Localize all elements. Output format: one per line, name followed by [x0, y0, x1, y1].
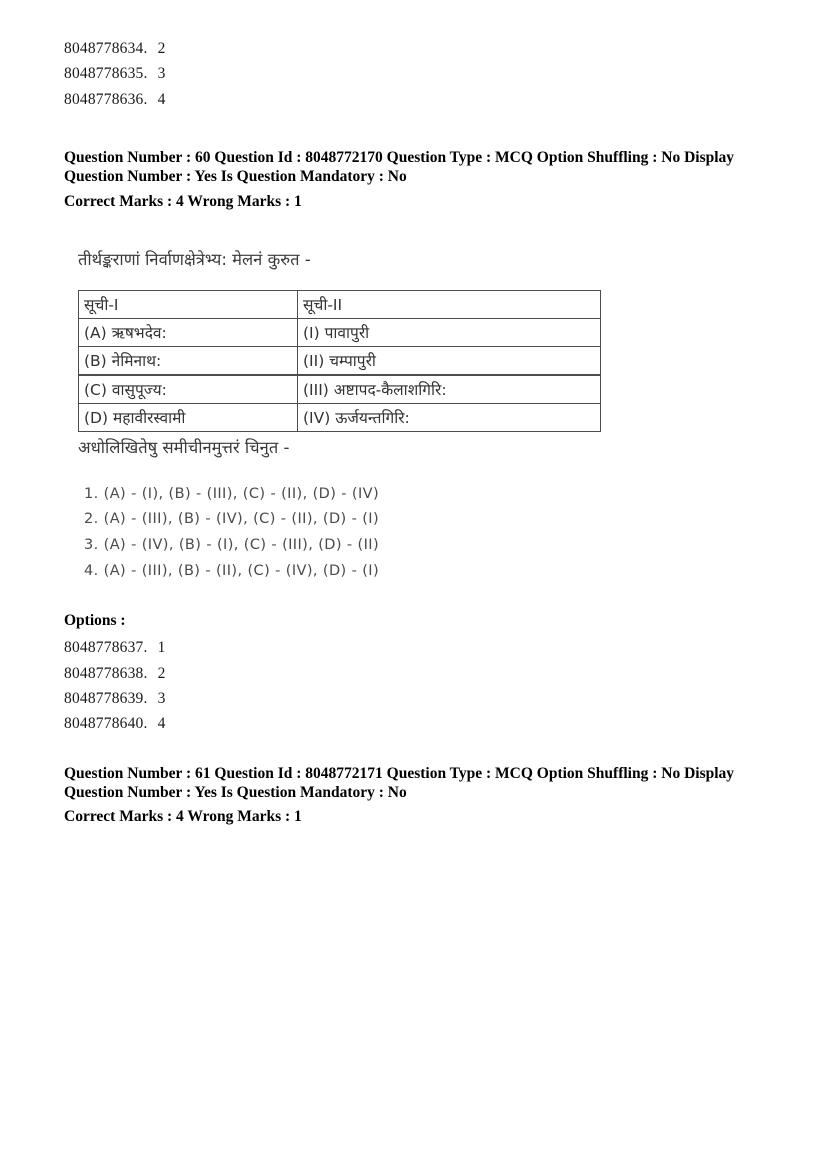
table-cell: (A) ऋषभदेव:: [79, 318, 298, 346]
question-61-marks-line: Correct Marks : 4 Wrong Marks : 1: [64, 808, 302, 826]
question-61-meta-line: Question Number : 61 Question Id : 8048772171 Question Type : MCQ Option Shuffling : No Display Question Number : Yes Is Question Mandatory : No: [64, 764, 735, 802]
question-60-option-ids: [64, 635, 766, 737]
table-cell: (B) नेमिनाथ:: [79, 346, 298, 375]
question-60-marks-line: Correct Marks : 4 Wrong Marks : 1: [64, 192, 302, 210]
option-id: 8048778637.: [64, 639, 148, 657]
table-header-row: [79, 290, 601, 318]
table-row: [79, 346, 601, 375]
option-id-line: [64, 87, 766, 112]
question-60-choices: [84, 482, 766, 584]
table-row: [79, 403, 601, 431]
option-id: 8048778634.: [64, 40, 148, 57]
option-value: 3: [157, 690, 166, 708]
table-header-cell-list2: सूची-II: [298, 290, 601, 318]
option-id: 8048778640.: [64, 715, 148, 733]
option-value: 2: [157, 40, 166, 57]
option-value: 4: [157, 715, 166, 733]
table-cell: (IV) ऊर्जयन्तगिरि:: [298, 403, 601, 431]
table-row: [79, 318, 601, 346]
choice-1: 1. (A) - (I), (B) - (III), (C) - (II), (D) - (IV): [84, 485, 380, 502]
previous-question-option-ids: [64, 36, 766, 112]
question-60-match-table: [78, 290, 601, 432]
option-id-line: [64, 711, 766, 736]
table-cell: (I) पावापुरी: [298, 318, 601, 346]
choice-4: 4. (A) - (III), (B) - (II), (C) - (IV), (D) - (I): [84, 562, 380, 579]
option-id: 8048778636.: [64, 90, 148, 108]
table-cell: (III) अष्टापद-कैलाशगिरि:: [298, 375, 601, 404]
option-id: 8048778639.: [64, 690, 148, 708]
option-value: 1: [157, 639, 166, 657]
option-id-line: [64, 661, 766, 686]
option-value: 2: [157, 664, 166, 682]
question-61-header: [64, 764, 764, 827]
option-id: 8048778638.: [64, 664, 148, 682]
question-60-meta-line: Question Number : 60 Question Id : 8048772170 Question Type : MCQ Option Shuffling : No Display Question Number : Yes Is Question Mandatory : No: [64, 149, 735, 186]
option-value: 4: [157, 90, 166, 108]
option-id-line: [64, 635, 766, 660]
option-id-line: [64, 36, 766, 61]
option-value: 3: [157, 65, 166, 83]
option-id: 8048778635.: [64, 65, 148, 83]
option-id-line: [64, 61, 766, 86]
table-cell: (D) महावीरस्वामी: [79, 403, 298, 431]
question-60-instruction: अधोलिखितेषु समीचीनमुत्तरं चिनुत -: [78, 437, 290, 457]
choice-3: 3. (A) - (IV), (B) - (I), (C) - (III), (D) - (II): [84, 537, 380, 554]
table-cell: (II) चम्पापुरी: [298, 346, 601, 375]
option-id-line: [64, 686, 766, 711]
question-60-text: तीर्थङ्कराणां निर्वाणक्षेत्रेभ्य: मेलनं कुरुत -: [78, 249, 311, 269]
table-cell: (C) वासुपूज्य:: [79, 375, 298, 404]
table-header-cell-list1: सूची-I: [79, 290, 298, 318]
question-60-header: [64, 148, 764, 211]
table-row: [79, 375, 601, 404]
options-label: Options :: [64, 612, 126, 630]
choice-2: 2. (A) - (III), (B) - (IV), (C) - (II), (D) - (I): [84, 511, 380, 528]
